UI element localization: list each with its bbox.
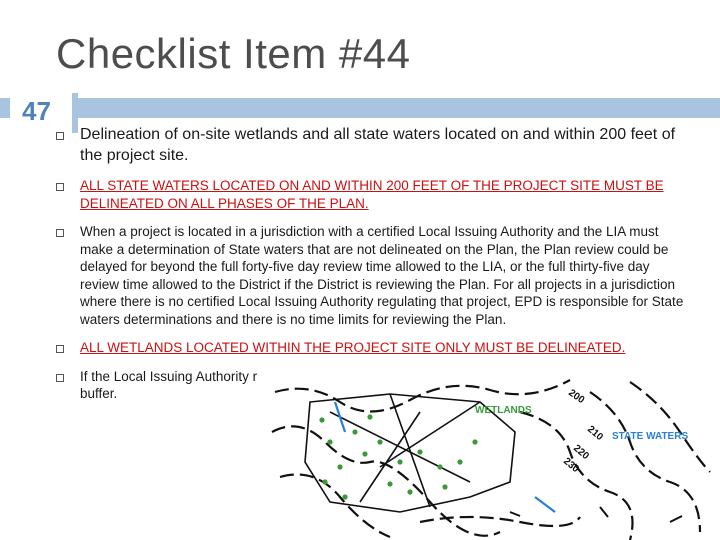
state-waters-label: STATE WATERS <box>612 431 689 442</box>
bullet-item <box>56 177 686 212</box>
square-bullet-icon <box>56 345 64 353</box>
square-bullet-icon <box>56 229 64 237</box>
wetlands-map-image <box>270 372 720 540</box>
bullet-text-continuation: buffer. <box>80 386 118 401</box>
wetlands-label: WETLANDS <box>475 405 532 416</box>
bullet-text: ALL STATE WATERS LOCATED ON AND WITHIN 200 FEET OF THE PROJECT SITE MUST BE DELINEATED ON ALL PHASES OF THE PLAN. <box>80 178 664 211</box>
contour-label: 230 <box>561 455 581 476</box>
bullet-list <box>56 124 686 414</box>
bullet-item <box>56 124 686 166</box>
bullet-item <box>56 339 686 357</box>
square-bullet-icon <box>56 374 64 382</box>
bullet-text: If the Local Issuing Authority r <box>80 368 258 384</box>
square-bullet-icon <box>56 132 64 140</box>
slide-number: 47 <box>22 96 51 126</box>
header-accent-bar <box>0 98 720 118</box>
bullet-text: Delineation of on-site wetlands and all state waters located on and within 200 feet of the project site. <box>80 126 676 164</box>
bullet-text: When a project is located in a jurisdiction with a certified Local Issuing Authority and the LIA must make a determination of State waters that are not delineated on the Plan, the Plan review could be delayed for beyond the full forty-five day review time allowed to the LIA, or the full thirty-five day review time allowed to the District if the District is reviewing the Plan. For all projects in a jurisdiction where there is no certified Local Issuing Authority regulating that project, EPD is responsible for State waters determinations and there is no time limits for reviewing the Plan. <box>80 224 684 327</box>
contour-label: 220 <box>571 442 591 463</box>
contour-label: 200 <box>566 387 587 407</box>
bullet-text: ALL WETLANDS LOCATED WITHIN THE PROJECT SITE ONLY MUST BE DELINEATED. <box>80 340 626 355</box>
contour-label: 210 <box>585 423 605 444</box>
square-bullet-icon <box>56 183 64 191</box>
slide-title: Checklist Item #44 <box>56 30 411 77</box>
bullet-item <box>56 223 686 328</box>
